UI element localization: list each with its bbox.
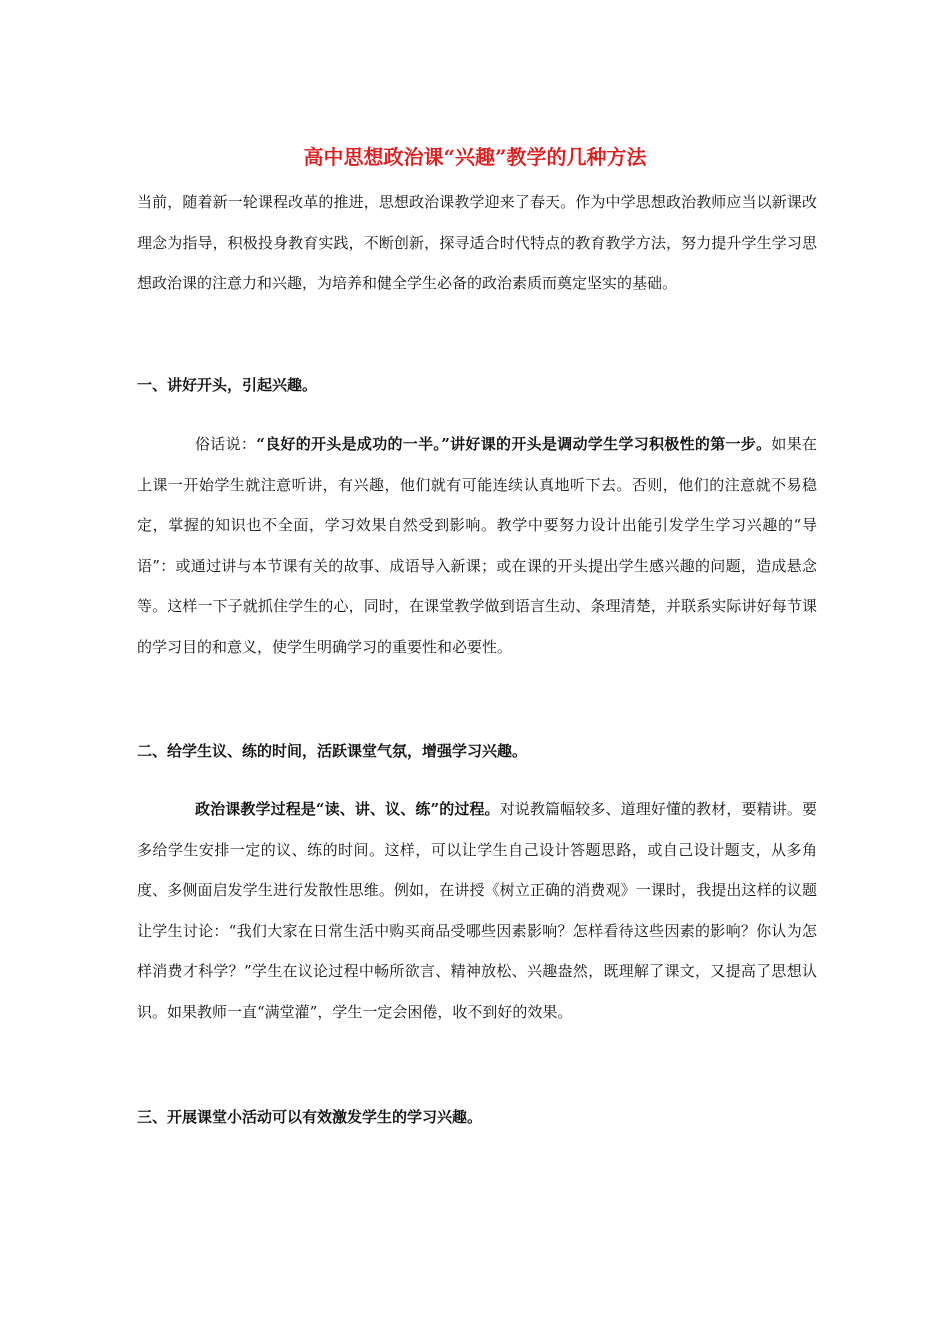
intro-paragraph: 当前，随着新一轮课程改革的推进，思想政治课教学迎来了春天。作为中学思想政治教师应当以新课改理念为指导，积极投身教育实践，不断创新，探寻适合时代特点的教育教学方法，努力提升学生学习思想政治课的注意力和兴趣，为培养和健全学生必备的政治素质而奠定坚实的基础。 (137, 193, 817, 293)
section-1-rest: 如果在上课一开始学生就注意听讲，有兴趣，他们就有可能连续认真地听下去。否则，他们的注意就不易稳定，掌握的知识也不全面，学习效果自然受到影响。教学中要努力设计出能引发学生学习兴趣的“导语”：或通过讲与本节课有关的故事、成语导入新课；或在课的开头提出学生感兴趣的问题，造成悬念等。这样一下子就抓住学生的心，同时，在课堂教学做到语言生动、条理清楚，并联系实际讲好每节课的学习目的和意义，使学生明确学习的重要性和必要性。 (137, 435, 817, 656)
section-1-paragraph (137, 424, 817, 668)
section-2-paragraph (137, 789, 817, 1033)
section-1-lead: 俗话说： (195, 435, 257, 453)
section-3-heading: 三、开展课堂小活动可以有效激发学生的学习兴趣。 (137, 1108, 483, 1126)
section-2-bold: 政治课教学过程是“读、讲、议、练”的过程。 (195, 800, 500, 818)
document-title: 高中思想政治课“兴趣”教学的几种方法 (303, 145, 647, 169)
section-1-heading: 一、讲好开头，引起兴趣。 (137, 376, 318, 394)
section-2-heading: 二、给学生议、练的时间，活跃课堂气氛，增强学习兴趣。 (137, 742, 528, 760)
section-1-bold: “良好的开头是成功的一半。”讲好课的开头是调动学生学习积极性的第一步。 (256, 435, 772, 453)
section-2-rest: 对说教篇幅较多、道理好懂的教材，要精讲。要多给学生安排一定的议、练的时间。这样，可以让学生自己设计答题思路，或自己设计题支，从多角度、多侧面启发学生进行发散性思维。例如，在讲授《树立正确的消费观》一课时，我提出这样的议题让学生讨论：“我们大家在日常生活中购买商品受哪些因素影响？怎样看待这些因素的影响？你认为怎样消费才科学？”学生在议论过程中畅所欲言、精神放松、兴趣盎然，既理解了课文，又提高了思想认识。如果教师一直“满堂灌”，学生一定会困倦，收不到好的效果。 (137, 800, 817, 1021)
